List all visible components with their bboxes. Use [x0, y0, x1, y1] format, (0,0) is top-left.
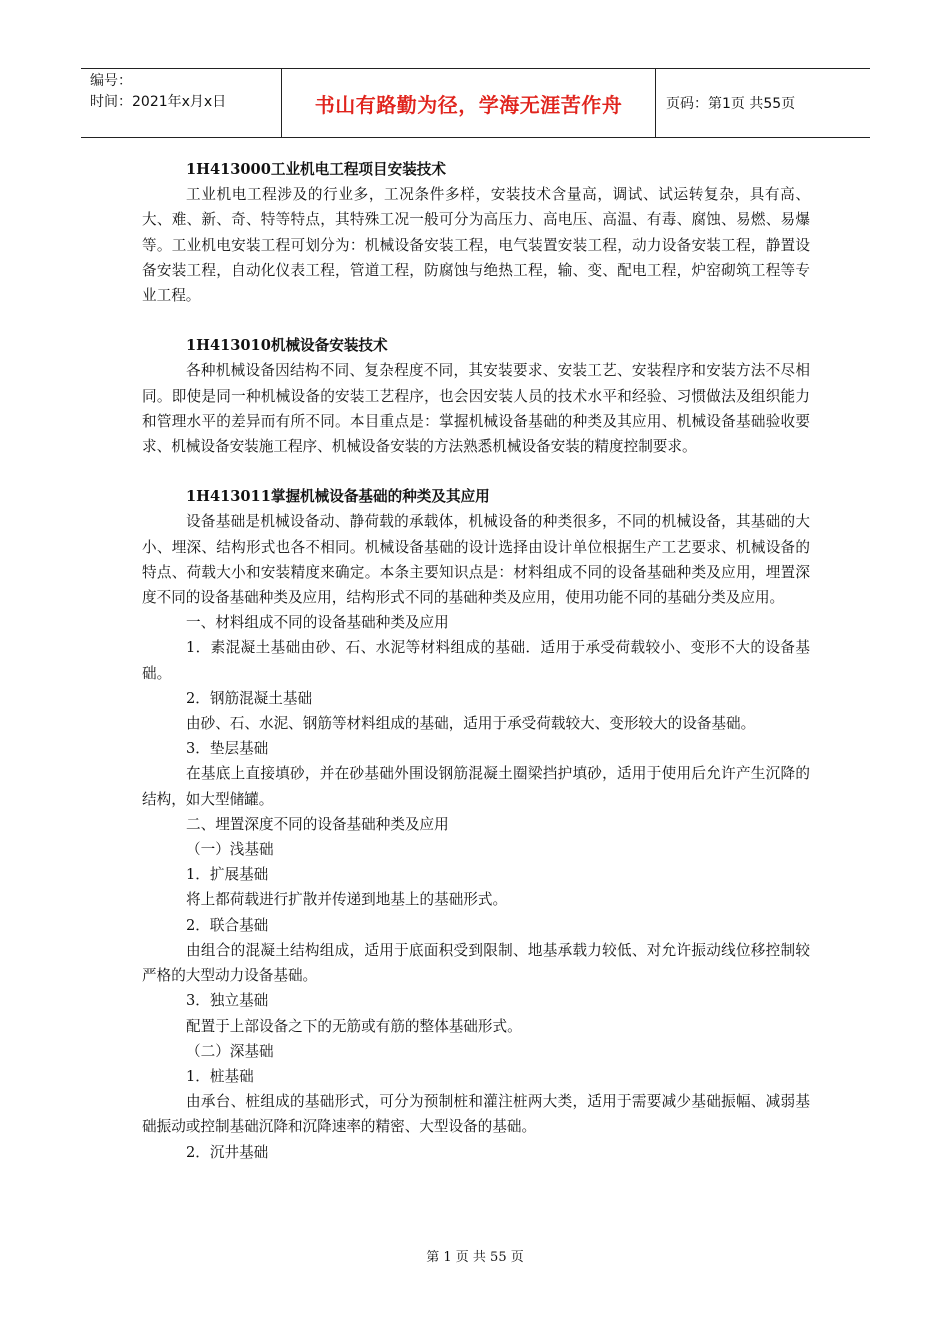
page-info: 页码：第1页 共55页: [666, 96, 796, 112]
paragraph: 配置于上部设备之下的无筋或有筋的整体基础形式。: [186, 1017, 522, 1035]
paragraph: 将上都荷载进行扩散并传递到地基上的基础形式。: [186, 891, 508, 909]
subheading: （一）浅基础: [186, 841, 274, 859]
list-item: 1．扩展基础: [186, 866, 269, 884]
motto: 书山有路勤为径，学海无涯苦作舟: [281, 69, 656, 137]
page-footer: 第 1 页 共 55 页: [426, 1250, 524, 1265]
list-item: 2．钢筋混凝土基础: [186, 689, 313, 707]
time-label: 时间：2021年x月x日: [90, 94, 227, 110]
list-item: 3．垫层基础: [186, 740, 269, 758]
paragraph: 由砂、石、水泥、钢筋等材料组成的基础，适用于承受荷载较大、变形较大的设备基础。: [186, 715, 756, 733]
subheading: （二）深基础: [186, 1042, 274, 1060]
list-item: 2．联合基础: [186, 916, 269, 934]
number-label: 编号：: [90, 73, 132, 89]
paragraph: 工业机电工程涉及的行业多，工况条件多样，安装技术含量高，调试、试运转复杂，具有高、大、难、新、奇、特等特点，其特殊工况一般可分为高压力、高电压、高温、有毒、腐蚀、易燃、易爆等。工业机电安装工程可划分为：机械设备安装工程，电气装置安装工程，动力设备安装工程，静置设备安装工程，自动化仪表工程，管道工程，防腐蚀与绝热工程，输、变、配电工程，炉窑砌筑工程等专业工程。: [142, 186, 810, 305]
document-header: [81, 68, 870, 138]
section-heading: 1H413000工业机电工程项目安装技术: [186, 161, 446, 178]
paragraph: 由组合的混凝土结构组成，适用于底面积受到限制、地基承载力较低、对允许振动线位移控制较严格的大型动力设备基础。: [142, 941, 810, 985]
paragraph: 设备基础是机械设备动、静荷载的承载体，机械设备的种类很多，不同的机械设备，其基础的大小、埋深、结构形式也各不相同。机械设备基础的设计选择由设计单位根据生产工艺要求、机械设备的特点、荷载大小和安装精度来确定。本条主要知识点是：材料组成不同的设备基础种类及应用，埋置深度不同的设备基础种类及应用，结构形式不同的基础种类及应用，使用功能不同的基础分类及应用。: [142, 513, 810, 607]
document-body: [142, 157, 810, 1165]
section-heading: 1H413011掌握机械设备基础的种类及其应用: [186, 488, 490, 506]
paragraph: 在基底上直接填砂，并在砂基础外围设钢筋混凝土圈梁挡护填砂，适用于使用后允许产生沉降的结构，如大型储罐。: [142, 765, 810, 808]
section-heading: 1H413010机械设备安装技术: [186, 337, 388, 355]
header-left-cell: [81, 69, 281, 137]
paragraph: 各种机械设备因结构不同、复杂程度不同，其安装要求、安装工艺、安装程序和安装方法不尽相同。即使是同一种机械设备的安装工艺程序，也会因安装人员的技术水平和经验、习惯做法及组织能力和管理水平的差异而有所不同。本目重点是：掌握机械设备基础的种类及其应用、机械设备基础验收要求、机械设备安装施工程序、机械设备安装的方法熟悉机械设备安装的精度控制要求。: [142, 362, 810, 456]
subheading: 一、材料组成不同的设备基础种类及应用: [186, 614, 449, 632]
list-item: 2．沉井基础: [186, 1143, 269, 1161]
list-item: 1．素混凝土基础由砂、石、水泥等材料组成的基础．适用于承受荷载较小、变形不大的设备基础。: [142, 639, 810, 682]
list-item: 1．桩基础: [186, 1067, 254, 1085]
paragraph: 由承台、桩组成的基础形式，可分为预制桩和灌注桩两大类，适用于需要减少基础振幅、减弱基础振动或控制基础沉降和沉降速率的精密、大型设备的基础。: [142, 1093, 810, 1136]
subheading: 二、埋置深度不同的设备基础种类及应用: [186, 815, 449, 833]
list-item: 3．独立基础: [186, 992, 269, 1010]
